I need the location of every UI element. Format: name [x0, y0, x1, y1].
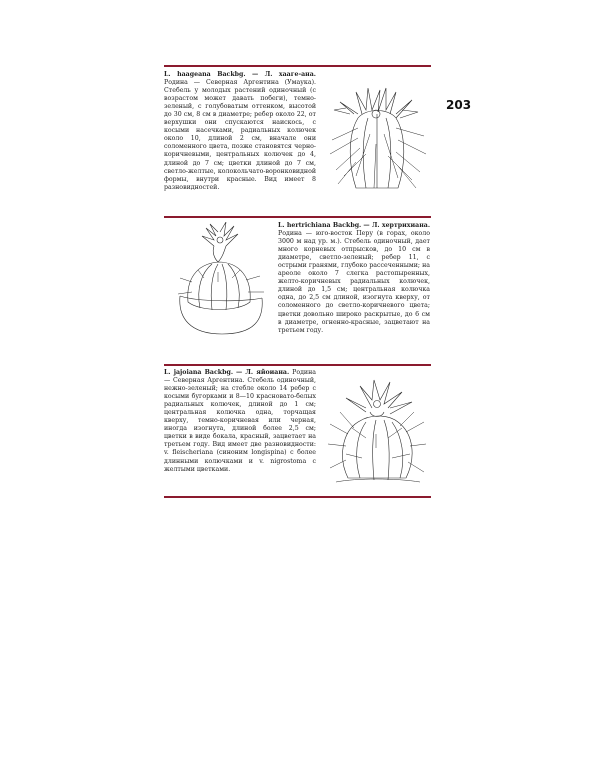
species-russian-name: — Л. хааге-ана. — [251, 71, 316, 78]
section-rule-2 — [164, 364, 431, 366]
cactus-illustration-hertrichiana — [168, 222, 268, 336]
section-rule-top — [164, 65, 431, 67]
species-russian-name: — Л. яйоиана. — [235, 369, 290, 376]
section-rule-bottom — [164, 496, 431, 498]
page-number: 203 — [446, 98, 472, 112]
species-latin-name: L. hertrichiana Backbg. — [278, 222, 362, 229]
species-latin-name: L. haageana Backbg. — [164, 71, 246, 78]
species-latin-name: L. jajoiana Backbg. — [164, 369, 234, 376]
entry-jajoiana-text — [164, 369, 316, 474]
entry-haageana-text — [164, 71, 316, 192]
species-russian-name: — Л. хертрихиана. — [363, 222, 431, 229]
species-description: Родина — юго-восток Перу (в горах, около 3000 м над ур. м.). Стебель одиночный, дает много корневых отпрысков, до 10 см в диаметре, светло-зеленый; ребер 11, с острыми гранями, глубоко рассеченными; на ареоле около 7 слегка растопыренных, желто-коричневых радиальных колючек, длиной до 1,5 см; центральная колючка одна, до 2,5 см длиной, изогнута кверху, от соломенного до светло-коричневого цвета; цветки довольно широко раскрытые, до 6 см в диаметре, огненно-красные, зацветают на третьем году. — [278, 230, 430, 334]
cactus-illustration-haageana — [326, 84, 428, 192]
species-description: Родина — Северная Аргентина (Умаука). Стебель у молодых растений одиночный (с возрастом может давать побеги), темно-зеленый, с голубоватым оттенком, высотой до 30 см, 8 см в диаметре; ребер около 22, от верхушки они спускаются наискось, с косыми насечками, радиальных колючек около 10, длиной 2 см, вначале они соломенного цвета, позже становятся черно-коричневыми, центральных колючек до 4, длиной до 7 см; цветки длиной до 7 см, светло-желтые, колокольчато-воронковидной формы, внутри красные. Вид имеет 8 разновидностей. — [164, 79, 316, 191]
entry-hertrichiana-text — [278, 222, 430, 335]
section-rule-1 — [164, 216, 431, 218]
species-description: Родина — Северная Аргентина. Стебель одиночный, нежно-зеленый; на стебле около 14 ребер с косыми бугорками и 8—10 красновато-белых радиальных колючек, длиной до 1 см; центральная колючка одна, торчащая кверху, темно-коричневая или черная, иногда изогнута, длиной более 2,5 см; цветки в виде бокала, красный, зацветает на третьем году. Вид имеет две разновидности: v. fleischeriana (синоним longispina) с более длинными колючками и v. nigrostoma с желтыми цветками. — [164, 369, 316, 473]
cactus-illustration-jajoiana — [326, 378, 428, 486]
